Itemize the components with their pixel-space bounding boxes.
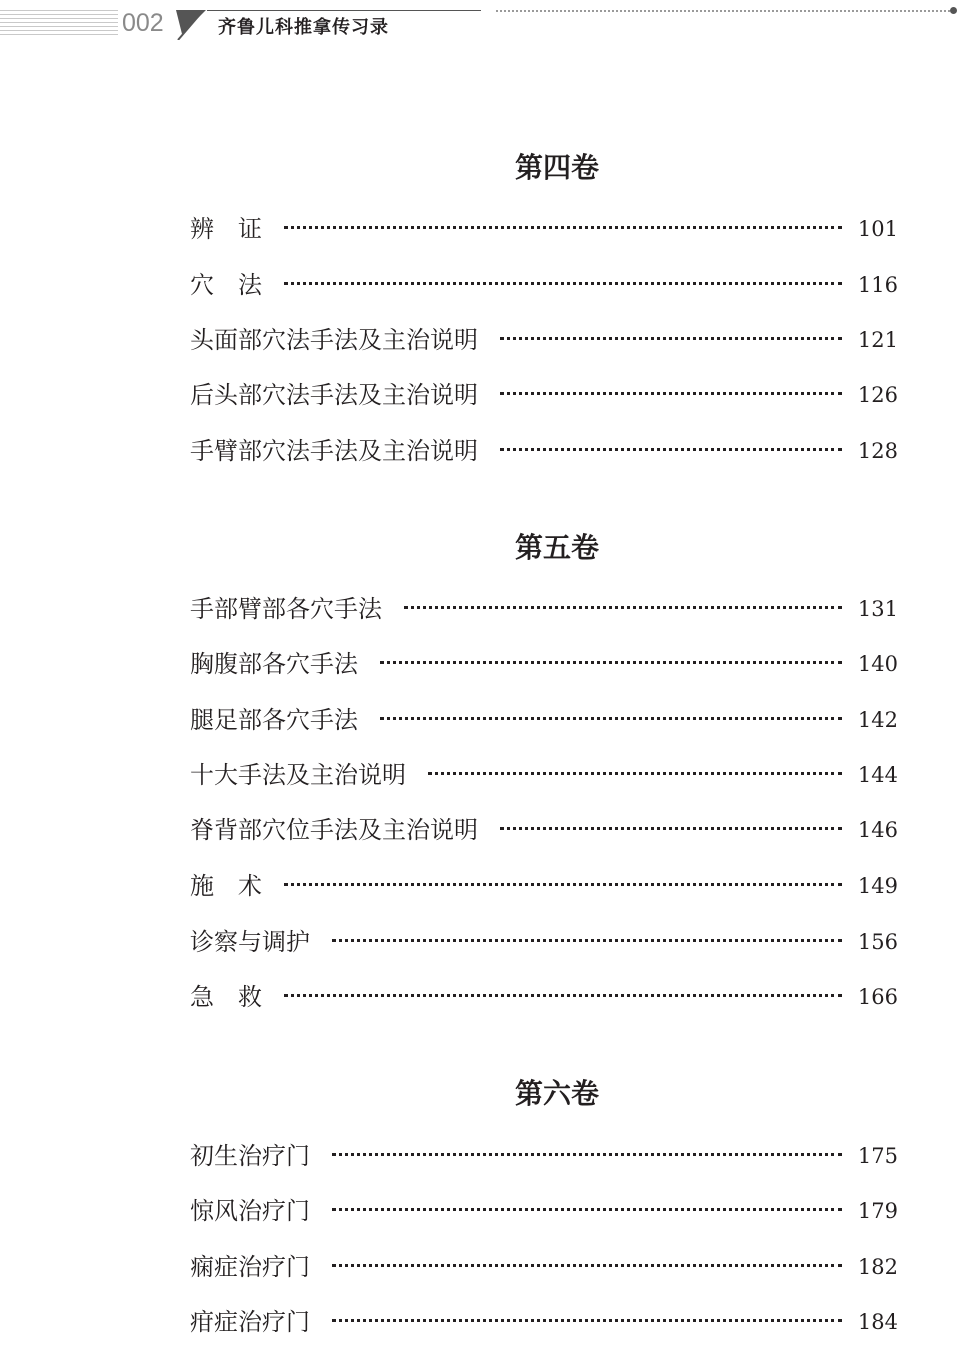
dot-leader — [380, 717, 842, 720]
dot-leader — [332, 1264, 842, 1267]
header-slash-mark — [172, 10, 208, 40]
toc-entry-page: 101 — [857, 217, 898, 241]
toc-entry[interactable] — [190, 1249, 898, 1285]
volume-title: 第六卷 — [514, 1077, 599, 1110]
toc-entry-title: 胸腹部各穴手法 — [190, 650, 358, 678]
toc-entry-page: 131 — [857, 597, 898, 621]
dot-leader — [332, 1208, 842, 1211]
toc-entry-page: 179 — [857, 1199, 898, 1223]
book-title: 齐鲁儿科推拿传习录 — [218, 17, 389, 38]
toc-entry[interactable] — [190, 868, 898, 904]
dot-leader — [284, 883, 842, 886]
toc-entry-page: 149 — [857, 874, 898, 898]
toc-entry-page: 144 — [857, 763, 898, 787]
toc-entry-title: 施 术 — [190, 872, 262, 900]
toc-entry-title: 初生治疗门 — [190, 1142, 310, 1170]
toc-entry[interactable] — [190, 646, 898, 682]
dot-leader — [500, 392, 842, 395]
dot-leader — [500, 448, 842, 451]
dot-leader — [332, 1319, 842, 1322]
header-rule — [207, 10, 481, 11]
toc-entry-title: 腿足部各穴手法 — [190, 706, 358, 734]
toc-entry-page: 126 — [857, 383, 898, 407]
toc-entry-title: 疳症治疗门 — [190, 1308, 310, 1336]
toc-entry-title: 穴 法 — [190, 271, 262, 299]
toc-entry[interactable] — [190, 1193, 898, 1229]
toc-entry-page: 128 — [857, 439, 898, 463]
toc-entry[interactable] — [190, 924, 898, 960]
toc-entry-title: 手部臂部各穴手法 — [190, 595, 382, 623]
dot-leader — [500, 827, 842, 830]
toc-entry-title: 痫症治疗门 — [190, 1253, 310, 1281]
header-dotted-rule — [496, 10, 950, 12]
toc-entry[interactable] — [190, 591, 898, 627]
dot-leader — [332, 1153, 842, 1156]
toc-entry[interactable] — [190, 433, 898, 469]
toc-entry[interactable] — [190, 1138, 898, 1174]
volume-title: 第四卷 — [514, 151, 599, 184]
page-number: 002 — [122, 9, 164, 37]
toc-entry-page: 116 — [857, 273, 898, 297]
toc-entry-title: 十大手法及主治说明 — [190, 761, 406, 789]
toc-entry-page: 121 — [857, 328, 898, 352]
toc-entry[interactable] — [190, 979, 898, 1015]
toc-entry-title: 后头部穴法手法及主治说明 — [190, 381, 478, 409]
dot-leader — [284, 226, 842, 229]
toc-entry[interactable] — [190, 702, 898, 738]
toc-entry[interactable] — [190, 322, 898, 358]
toc-entry-page: 140 — [857, 652, 898, 676]
toc-entry-page: 182 — [857, 1255, 898, 1279]
running-header — [0, 0, 960, 48]
toc-entry-title: 脊背部穴位手法及主治说明 — [190, 816, 478, 844]
dot-leader — [284, 282, 842, 285]
toc-entry-page: 166 — [857, 985, 898, 1009]
header-stripe-decoration — [0, 10, 118, 36]
header-end-dot — [950, 7, 957, 14]
toc-entry-page: 156 — [857, 930, 898, 954]
dot-leader — [428, 772, 842, 775]
toc-entry[interactable] — [190, 377, 898, 413]
toc-entry-title: 诊察与调护 — [190, 928, 310, 956]
volume-title: 第五卷 — [514, 531, 599, 564]
toc-entry[interactable] — [190, 812, 898, 848]
dot-leader — [404, 606, 842, 609]
dot-leader — [284, 994, 842, 997]
toc-entry-title: 惊风治疗门 — [190, 1197, 310, 1225]
toc-entry[interactable] — [190, 757, 898, 793]
dot-leader — [380, 661, 842, 664]
toc-entry-page: 146 — [857, 818, 898, 842]
toc-entry[interactable] — [190, 211, 898, 247]
toc-entry-title: 急 救 — [190, 983, 262, 1011]
toc-entry-title: 辨 证 — [190, 215, 262, 243]
toc-entry[interactable] — [190, 267, 898, 303]
toc-entry-title: 手臂部穴法手法及主治说明 — [190, 437, 478, 465]
toc-entry-page: 175 — [857, 1144, 898, 1168]
toc-entry-page: 142 — [857, 708, 898, 732]
dot-leader — [500, 337, 842, 340]
toc-entry[interactable] — [190, 1304, 898, 1340]
dot-leader — [332, 939, 842, 942]
toc-entry-page: 184 — [857, 1310, 898, 1334]
toc-entry-title: 头面部穴法手法及主治说明 — [190, 326, 478, 354]
